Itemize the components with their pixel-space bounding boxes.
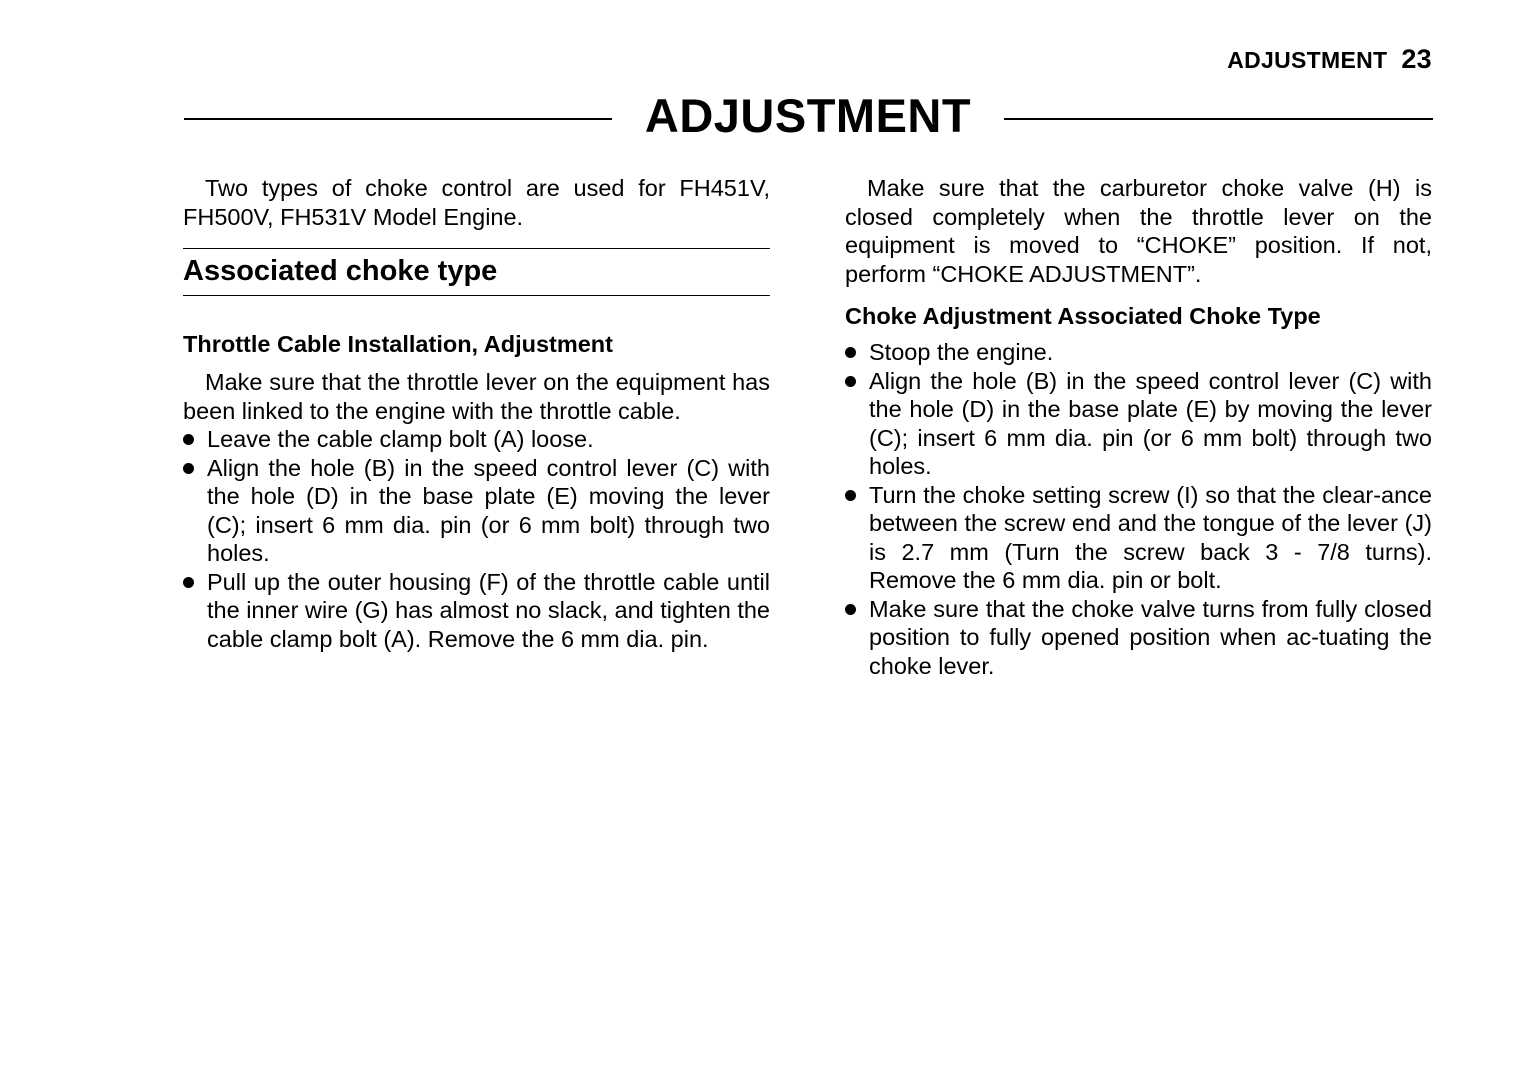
list-item-text: Align the hole (B) in the speed control lever (C) with the hole (D) in the base plate (E) by moving the lever (C); insert 6 mm dia. pin (or 6 mm bolt) through two holes. [869, 367, 1432, 479]
list-item [183, 425, 770, 454]
bullet-icon [845, 490, 856, 501]
list-item [845, 595, 1432, 681]
list-item [845, 367, 1432, 481]
list-item [183, 568, 770, 654]
running-header [1227, 44, 1432, 75]
page-title: ADJUSTMENT [644, 89, 972, 142]
list-item-text: Align the hole (B) in the speed control lever (C) with the hole (D) in the base plate (E) moving the lever (C); insert 6 mm dia. pin (or 6 mm bolt) through two holes. [207, 454, 770, 566]
list-item-text: Stoop the engine. [869, 339, 1054, 365]
page-number: 23 [1401, 44, 1432, 74]
throttle-paragraph: Make sure that the throttle lever on the equipment has been linked to the engine with the throttle cable. [183, 369, 770, 424]
choke-adjustment-subheading: Choke Adjustment Associated Choke Type [845, 303, 1321, 329]
bullet-icon [183, 434, 194, 445]
title-rule-right [1004, 118, 1433, 120]
throttle-steps-list [183, 425, 770, 653]
bullet-icon [183, 577, 194, 588]
bullet-icon [183, 463, 194, 474]
bullet-icon [845, 347, 856, 358]
choke-intro-paragraph: Make sure that the carburetor choke valve (H) is closed completely when the throttle lever on the equipment is moved to “CHOKE” position. If not, perform “CHOKE ADJUSTMENT”. [845, 175, 1432, 287]
list-item-text: Pull up the outer housing (F) of the throttle cable until the inner wire (G) has almost no slack, and tighten the cable clamp bolt (A). Remove the 6 mm dia. pin. [207, 568, 770, 652]
running-header-label: ADJUSTMENT [1227, 47, 1388, 73]
list-item-text: Make sure that the choke valve turns from fully closed position to fully opened position when ac-tuating the choke lever. [869, 595, 1432, 679]
title-rule-left [184, 118, 612, 120]
list-item [845, 338, 1432, 367]
list-item [183, 454, 770, 568]
intro-paragraph: Two types of choke control are used for FH451V, FH500V, FH531V Model Engine. [183, 175, 770, 230]
list-item-text: Turn the choke setting screw (I) so that the clear-ance between the screw end and the tongue of the lever (J) is 2.7 mm (Turn the screw back 3 - 7/8 turns). Remove the 6 mm dia. pin or bolt. [869, 481, 1432, 593]
choke-steps-list [845, 338, 1432, 680]
left-column [183, 174, 770, 653]
list-item-text: Leave the cable clamp bolt (A) loose. [207, 426, 594, 452]
bullet-icon [845, 376, 856, 387]
section-heading-box [183, 248, 770, 296]
throttle-cable-subheading: Throttle Cable Installation, Adjustment [183, 331, 613, 357]
bullet-icon [845, 604, 856, 615]
list-item [845, 481, 1432, 595]
section-title: Associated choke type [183, 255, 498, 287]
right-column [845, 174, 1432, 680]
